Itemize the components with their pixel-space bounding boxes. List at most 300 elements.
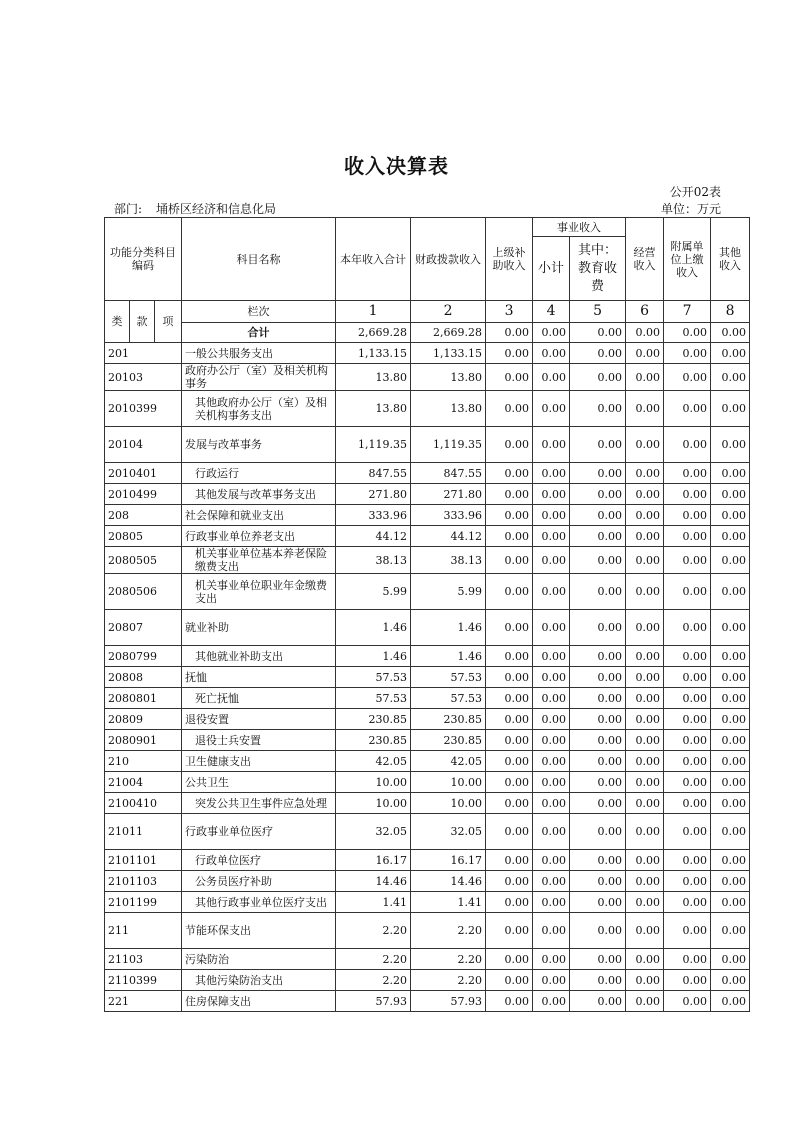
row-value: 0.00 bbox=[486, 751, 533, 772]
row-value: 2.20 bbox=[411, 949, 486, 970]
row-value: 0.00 bbox=[664, 730, 711, 751]
row-code: 211 bbox=[105, 913, 182, 949]
row-value: 0.00 bbox=[533, 970, 570, 991]
row-code: 2080901 bbox=[105, 730, 182, 751]
row-value: 0.00 bbox=[533, 793, 570, 814]
row-value: 0.00 bbox=[533, 892, 570, 913]
header-fiscal: 财政拨款收入 bbox=[411, 218, 486, 301]
row-value: 0.00 bbox=[664, 709, 711, 730]
row-value: 13.80 bbox=[336, 364, 411, 391]
row-value: 0.00 bbox=[664, 547, 711, 574]
income-table bbox=[104, 217, 750, 1012]
col-num: 1 bbox=[336, 301, 411, 323]
row-value: 0.00 bbox=[570, 547, 626, 574]
row-value: 0.00 bbox=[533, 667, 570, 688]
row-value: 14.46 bbox=[411, 871, 486, 892]
row-name: 机关事业单位职业年金缴费支出 bbox=[182, 574, 336, 610]
row-value: 0.00 bbox=[664, 991, 711, 1012]
table-row bbox=[105, 709, 750, 730]
row-value: 0.00 bbox=[533, 463, 570, 484]
row-name: 其他发展与改革事务支出 bbox=[182, 484, 336, 505]
row-value: 0.00 bbox=[664, 949, 711, 970]
total-value: 0.00 bbox=[533, 323, 570, 343]
row-name: 行政事业单位医疗 bbox=[182, 814, 336, 850]
row-value: 0.00 bbox=[570, 526, 626, 547]
row-value: 0.00 bbox=[626, 343, 664, 364]
row-name: 抚恤 bbox=[182, 667, 336, 688]
table-row bbox=[105, 751, 750, 772]
row-value: 0.00 bbox=[533, 343, 570, 364]
row-value: 13.80 bbox=[411, 391, 486, 427]
row-value: 0.00 bbox=[533, 730, 570, 751]
row-value: 0.00 bbox=[711, 646, 750, 667]
row-value: 0.00 bbox=[664, 793, 711, 814]
header-total-income: 本年收入合计 bbox=[336, 218, 411, 301]
col-num: 7 bbox=[664, 301, 711, 323]
row-value: 2.20 bbox=[411, 970, 486, 991]
department-line bbox=[114, 200, 290, 217]
table-row bbox=[105, 793, 750, 814]
row-value: 0.00 bbox=[711, 871, 750, 892]
row-value: 57.53 bbox=[336, 688, 411, 709]
row-value: 0.00 bbox=[711, 526, 750, 547]
row-value: 0.00 bbox=[711, 463, 750, 484]
row-value: 57.93 bbox=[411, 991, 486, 1012]
row-value: 0.00 bbox=[664, 427, 711, 463]
col-num: 5 bbox=[570, 301, 626, 323]
row-value: 0.00 bbox=[570, 505, 626, 526]
row-value: 0.00 bbox=[626, 730, 664, 751]
row-value: 0.00 bbox=[486, 871, 533, 892]
row-name: 退役士兵安置 bbox=[182, 730, 336, 751]
row-name: 其他就业补助支出 bbox=[182, 646, 336, 667]
row-value: 0.00 bbox=[486, 949, 533, 970]
row-value: 0.00 bbox=[486, 364, 533, 391]
row-name: 行政单位医疗 bbox=[182, 850, 336, 871]
row-value: 10.00 bbox=[411, 772, 486, 793]
row-value: 0.00 bbox=[664, 526, 711, 547]
row-value: 0.00 bbox=[626, 505, 664, 526]
table-row bbox=[105, 574, 750, 610]
header-business-income: 事业收入 bbox=[533, 218, 626, 237]
row-value: 0.00 bbox=[533, 772, 570, 793]
table-header bbox=[105, 218, 750, 343]
row-value: 32.05 bbox=[336, 814, 411, 850]
row-value: 0.00 bbox=[570, 991, 626, 1012]
row-value: 0.00 bbox=[486, 892, 533, 913]
row-value: 0.00 bbox=[533, 526, 570, 547]
row-value: 0.00 bbox=[486, 391, 533, 427]
row-value: 0.00 bbox=[626, 814, 664, 850]
row-value: 0.00 bbox=[486, 970, 533, 991]
row-value: 0.00 bbox=[626, 871, 664, 892]
row-value: 0.00 bbox=[626, 547, 664, 574]
row-value: 0.00 bbox=[711, 505, 750, 526]
row-name: 发展与改革事务 bbox=[182, 427, 336, 463]
total-value: 0.00 bbox=[711, 323, 750, 343]
row-value: 230.85 bbox=[336, 730, 411, 751]
table-row bbox=[105, 391, 750, 427]
row-name: 行政事业单位养老支出 bbox=[182, 526, 336, 547]
row-value: 0.00 bbox=[570, 871, 626, 892]
header-operating: 经营收入 bbox=[626, 218, 664, 301]
row-value: 2.20 bbox=[336, 913, 411, 949]
row-value: 0.00 bbox=[626, 892, 664, 913]
row-value: 0.00 bbox=[486, 772, 533, 793]
row-value: 847.55 bbox=[411, 463, 486, 484]
row-value: 0.00 bbox=[626, 610, 664, 646]
row-value: 0.00 bbox=[486, 574, 533, 610]
row-code: 2101103 bbox=[105, 871, 182, 892]
row-value: 0.00 bbox=[570, 646, 626, 667]
row-name: 公共卫生 bbox=[182, 772, 336, 793]
row-value: 57.93 bbox=[336, 991, 411, 1012]
row-value: 42.05 bbox=[336, 751, 411, 772]
row-value: 0.00 bbox=[711, 913, 750, 949]
row-value: 5.99 bbox=[336, 574, 411, 610]
row-value: 0.00 bbox=[711, 709, 750, 730]
row-value: 2.20 bbox=[336, 970, 411, 991]
row-code: 2100410 bbox=[105, 793, 182, 814]
row-value: 0.00 bbox=[626, 364, 664, 391]
row-value: 1.46 bbox=[336, 646, 411, 667]
row-value: 0.00 bbox=[626, 793, 664, 814]
row-value: 0.00 bbox=[570, 793, 626, 814]
row-value: 0.00 bbox=[626, 463, 664, 484]
header-subtotal: 小计 bbox=[533, 237, 570, 301]
row-value: 0.00 bbox=[533, 427, 570, 463]
table-row bbox=[105, 688, 750, 709]
col-num: 4 bbox=[533, 301, 570, 323]
row-value: 57.53 bbox=[411, 667, 486, 688]
row-value: 847.55 bbox=[336, 463, 411, 484]
row-value: 0.00 bbox=[486, 730, 533, 751]
row-code: 21103 bbox=[105, 949, 182, 970]
col-num: 3 bbox=[486, 301, 533, 323]
row-code: 2110399 bbox=[105, 970, 182, 991]
table-row bbox=[105, 991, 750, 1012]
row-value: 0.00 bbox=[711, 772, 750, 793]
row-value: 0.00 bbox=[486, 850, 533, 871]
row-code: 2101101 bbox=[105, 850, 182, 871]
row-value: 0.00 bbox=[626, 913, 664, 949]
row-value: 38.13 bbox=[411, 547, 486, 574]
row-value: 0.00 bbox=[711, 991, 750, 1012]
total-value: 0.00 bbox=[570, 323, 626, 343]
row-value: 0.00 bbox=[626, 772, 664, 793]
row-value: 0.00 bbox=[664, 970, 711, 991]
row-value: 2.20 bbox=[411, 913, 486, 949]
row-name: 其他行政事业单位医疗支出 bbox=[182, 892, 336, 913]
row-name: 社会保障和就业支出 bbox=[182, 505, 336, 526]
row-value: 0.00 bbox=[486, 814, 533, 850]
row-value: 42.05 bbox=[411, 751, 486, 772]
row-value: 0.00 bbox=[570, 913, 626, 949]
row-value: 0.00 bbox=[570, 970, 626, 991]
table-row bbox=[105, 913, 750, 949]
col-num: 8 bbox=[711, 301, 750, 323]
row-value: 0.00 bbox=[570, 343, 626, 364]
row-value: 0.00 bbox=[664, 391, 711, 427]
row-value: 0.00 bbox=[570, 850, 626, 871]
row-value: 0.00 bbox=[711, 364, 750, 391]
row-value: 16.17 bbox=[411, 850, 486, 871]
row-name: 住房保障支出 bbox=[182, 991, 336, 1012]
table-row bbox=[105, 814, 750, 850]
row-value: 0.00 bbox=[664, 484, 711, 505]
row-code: 2080506 bbox=[105, 574, 182, 610]
row-value: 10.00 bbox=[336, 772, 411, 793]
row-value: 0.00 bbox=[486, 505, 533, 526]
row-code: 2080799 bbox=[105, 646, 182, 667]
row-value: 1,133.15 bbox=[411, 343, 486, 364]
row-code: 21011 bbox=[105, 814, 182, 850]
row-value: 0.00 bbox=[533, 913, 570, 949]
row-value: 0.00 bbox=[626, 991, 664, 1012]
row-value: 0.00 bbox=[626, 574, 664, 610]
row-value: 333.96 bbox=[336, 505, 411, 526]
row-value: 0.00 bbox=[664, 913, 711, 949]
row-value: 0.00 bbox=[486, 484, 533, 505]
row-code: 20808 bbox=[105, 667, 182, 688]
table-row bbox=[105, 463, 750, 484]
row-value: 0.00 bbox=[570, 688, 626, 709]
row-value: 0.00 bbox=[486, 610, 533, 646]
row-value: 0.00 bbox=[486, 991, 533, 1012]
row-value: 0.00 bbox=[664, 772, 711, 793]
row-value: 0.00 bbox=[570, 610, 626, 646]
row-value: 0.00 bbox=[570, 892, 626, 913]
row-value: 0.00 bbox=[533, 547, 570, 574]
row-value: 0.00 bbox=[664, 892, 711, 913]
row-name: 卫生健康支出 bbox=[182, 751, 336, 772]
row-value: 0.00 bbox=[711, 547, 750, 574]
row-value: 0.00 bbox=[570, 427, 626, 463]
row-name: 突发公共卫生事件应急处理 bbox=[182, 793, 336, 814]
total-value: 2,669.28 bbox=[336, 323, 411, 343]
row-value: 1.46 bbox=[411, 610, 486, 646]
row-value: 0.00 bbox=[664, 667, 711, 688]
row-value: 13.80 bbox=[411, 364, 486, 391]
row-code: 2101199 bbox=[105, 892, 182, 913]
row-value: 0.00 bbox=[570, 814, 626, 850]
table-row bbox=[105, 871, 750, 892]
header-lei: 类 bbox=[105, 301, 130, 343]
row-value: 0.00 bbox=[533, 814, 570, 850]
row-value: 0.00 bbox=[711, 970, 750, 991]
row-code: 20805 bbox=[105, 526, 182, 547]
row-value: 0.00 bbox=[626, 667, 664, 688]
row-value: 32.05 bbox=[411, 814, 486, 850]
row-value: 1,119.35 bbox=[411, 427, 486, 463]
row-value: 0.00 bbox=[570, 391, 626, 427]
row-value: 0.00 bbox=[664, 850, 711, 871]
row-value: 0.00 bbox=[711, 343, 750, 364]
row-name: 退役安置 bbox=[182, 709, 336, 730]
row-value: 0.00 bbox=[711, 574, 750, 610]
table-row bbox=[105, 484, 750, 505]
row-name: 其他污染防治支出 bbox=[182, 970, 336, 991]
row-name: 机关事业单位基本养老保险缴费支出 bbox=[182, 547, 336, 574]
row-code: 21004 bbox=[105, 772, 182, 793]
row-value: 0.00 bbox=[570, 463, 626, 484]
row-value: 13.80 bbox=[336, 391, 411, 427]
row-value: 0.00 bbox=[533, 709, 570, 730]
row-code: 20104 bbox=[105, 427, 182, 463]
row-code: 201 bbox=[105, 343, 182, 364]
row-value: 57.53 bbox=[336, 667, 411, 688]
total-value: 0.00 bbox=[486, 323, 533, 343]
table-row bbox=[105, 427, 750, 463]
row-code: 20809 bbox=[105, 709, 182, 730]
header-affiliated: 附属单位上缴收入 bbox=[664, 218, 711, 301]
row-value: 44.12 bbox=[411, 526, 486, 547]
table-row bbox=[105, 949, 750, 970]
row-value: 0.00 bbox=[711, 730, 750, 751]
row-code: 20807 bbox=[105, 610, 182, 646]
table-row bbox=[105, 526, 750, 547]
table-row bbox=[105, 610, 750, 646]
row-code: 2010499 bbox=[105, 484, 182, 505]
total-value: 2,669.28 bbox=[411, 323, 486, 343]
row-value: 0.00 bbox=[711, 892, 750, 913]
row-value: 0.00 bbox=[664, 574, 711, 610]
row-value: 0.00 bbox=[711, 751, 750, 772]
row-value: 0.00 bbox=[664, 871, 711, 892]
row-value: 0.00 bbox=[533, 574, 570, 610]
row-code: 20103 bbox=[105, 364, 182, 391]
row-value: 0.00 bbox=[486, 709, 533, 730]
row-value: 230.85 bbox=[411, 730, 486, 751]
table-row bbox=[105, 850, 750, 871]
row-value: 0.00 bbox=[486, 427, 533, 463]
row-value: 0.00 bbox=[533, 505, 570, 526]
row-value: 0.00 bbox=[533, 484, 570, 505]
row-value: 0.00 bbox=[711, 610, 750, 646]
header-lanci: 栏次 bbox=[182, 301, 336, 323]
header-xiang: 项 bbox=[155, 301, 182, 343]
table-row bbox=[105, 667, 750, 688]
row-value: 0.00 bbox=[533, 646, 570, 667]
row-value: 0.00 bbox=[626, 850, 664, 871]
row-name: 节能环保支出 bbox=[182, 913, 336, 949]
row-value: 0.00 bbox=[626, 646, 664, 667]
row-value: 0.00 bbox=[664, 646, 711, 667]
row-value: 0.00 bbox=[664, 610, 711, 646]
row-value: 38.13 bbox=[336, 547, 411, 574]
table-body bbox=[105, 343, 750, 1012]
row-value: 0.00 bbox=[664, 688, 711, 709]
row-name: 污染防治 bbox=[182, 949, 336, 970]
row-value: 0.00 bbox=[486, 526, 533, 547]
row-value: 0.00 bbox=[664, 751, 711, 772]
row-value: 2.20 bbox=[336, 949, 411, 970]
row-value: 0.00 bbox=[711, 391, 750, 427]
row-value: 333.96 bbox=[411, 505, 486, 526]
row-name: 行政运行 bbox=[182, 463, 336, 484]
row-code: 2080505 bbox=[105, 547, 182, 574]
header-subject-name: 科目名称 bbox=[182, 218, 336, 301]
row-name: 政府办公厅（室）及相关机构事务 bbox=[182, 364, 336, 391]
row-value: 0.00 bbox=[711, 688, 750, 709]
department-name: 埇桥区经济和信息化局 bbox=[156, 202, 277, 216]
row-value: 0.00 bbox=[711, 850, 750, 871]
row-value: 0.00 bbox=[533, 751, 570, 772]
row-value: 0.00 bbox=[711, 814, 750, 850]
row-value: 14.46 bbox=[336, 871, 411, 892]
table-row bbox=[105, 970, 750, 991]
row-value: 1.41 bbox=[336, 892, 411, 913]
row-value: 0.00 bbox=[570, 751, 626, 772]
row-value: 0.00 bbox=[486, 463, 533, 484]
form-number: 公开02表 bbox=[669, 185, 721, 199]
row-value: 0.00 bbox=[570, 667, 626, 688]
header-func-code: 功能分类科目编码 bbox=[105, 218, 182, 301]
header-education-fee: 其中：教育收费 bbox=[570, 237, 626, 301]
row-value: 0.00 bbox=[533, 850, 570, 871]
unit-label: 单位：万元 bbox=[660, 202, 721, 216]
row-value: 0.00 bbox=[533, 364, 570, 391]
row-code: 2010399 bbox=[105, 391, 182, 427]
row-value: 57.53 bbox=[411, 688, 486, 709]
row-value: 0.00 bbox=[626, 688, 664, 709]
row-code: 208 bbox=[105, 505, 182, 526]
row-value: 0.00 bbox=[711, 793, 750, 814]
row-value: 230.85 bbox=[411, 709, 486, 730]
row-value: 10.00 bbox=[411, 793, 486, 814]
row-value: 0.00 bbox=[486, 547, 533, 574]
header-kuan: 款 bbox=[130, 301, 155, 343]
row-value: 0.00 bbox=[570, 364, 626, 391]
row-value: 0.00 bbox=[533, 688, 570, 709]
row-value: 0.00 bbox=[664, 343, 711, 364]
row-value: 0.00 bbox=[533, 610, 570, 646]
row-value: 5.99 bbox=[411, 574, 486, 610]
total-label: 合计 bbox=[182, 323, 336, 343]
row-value: 0.00 bbox=[626, 709, 664, 730]
row-value: 16.17 bbox=[336, 850, 411, 871]
col-num: 6 bbox=[626, 301, 664, 323]
row-value: 230.85 bbox=[336, 709, 411, 730]
row-value: 271.80 bbox=[336, 484, 411, 505]
row-value: 1,119.35 bbox=[336, 427, 411, 463]
row-value: 0.00 bbox=[664, 505, 711, 526]
row-value: 0.00 bbox=[486, 793, 533, 814]
row-value: 0.00 bbox=[570, 730, 626, 751]
row-value: 0.00 bbox=[711, 427, 750, 463]
row-value: 0.00 bbox=[570, 949, 626, 970]
row-value: 0.00 bbox=[533, 871, 570, 892]
row-value: 0.00 bbox=[533, 991, 570, 1012]
table-row bbox=[105, 730, 750, 751]
row-value: 0.00 bbox=[570, 484, 626, 505]
row-value: 0.00 bbox=[711, 667, 750, 688]
row-code: 210 bbox=[105, 751, 182, 772]
row-value: 0.00 bbox=[626, 526, 664, 547]
row-value: 1,133.15 bbox=[336, 343, 411, 364]
row-value: 1.41 bbox=[411, 892, 486, 913]
total-value: 0.00 bbox=[626, 323, 664, 343]
table-row bbox=[105, 892, 750, 913]
row-value: 0.00 bbox=[626, 427, 664, 463]
row-name: 一般公共服务支出 bbox=[182, 343, 336, 364]
row-value: 1.46 bbox=[411, 646, 486, 667]
row-value: 0.00 bbox=[626, 484, 664, 505]
row-value: 271.80 bbox=[411, 484, 486, 505]
department-label: 部门: bbox=[114, 202, 143, 216]
row-value: 0.00 bbox=[486, 667, 533, 688]
table-row bbox=[105, 772, 750, 793]
